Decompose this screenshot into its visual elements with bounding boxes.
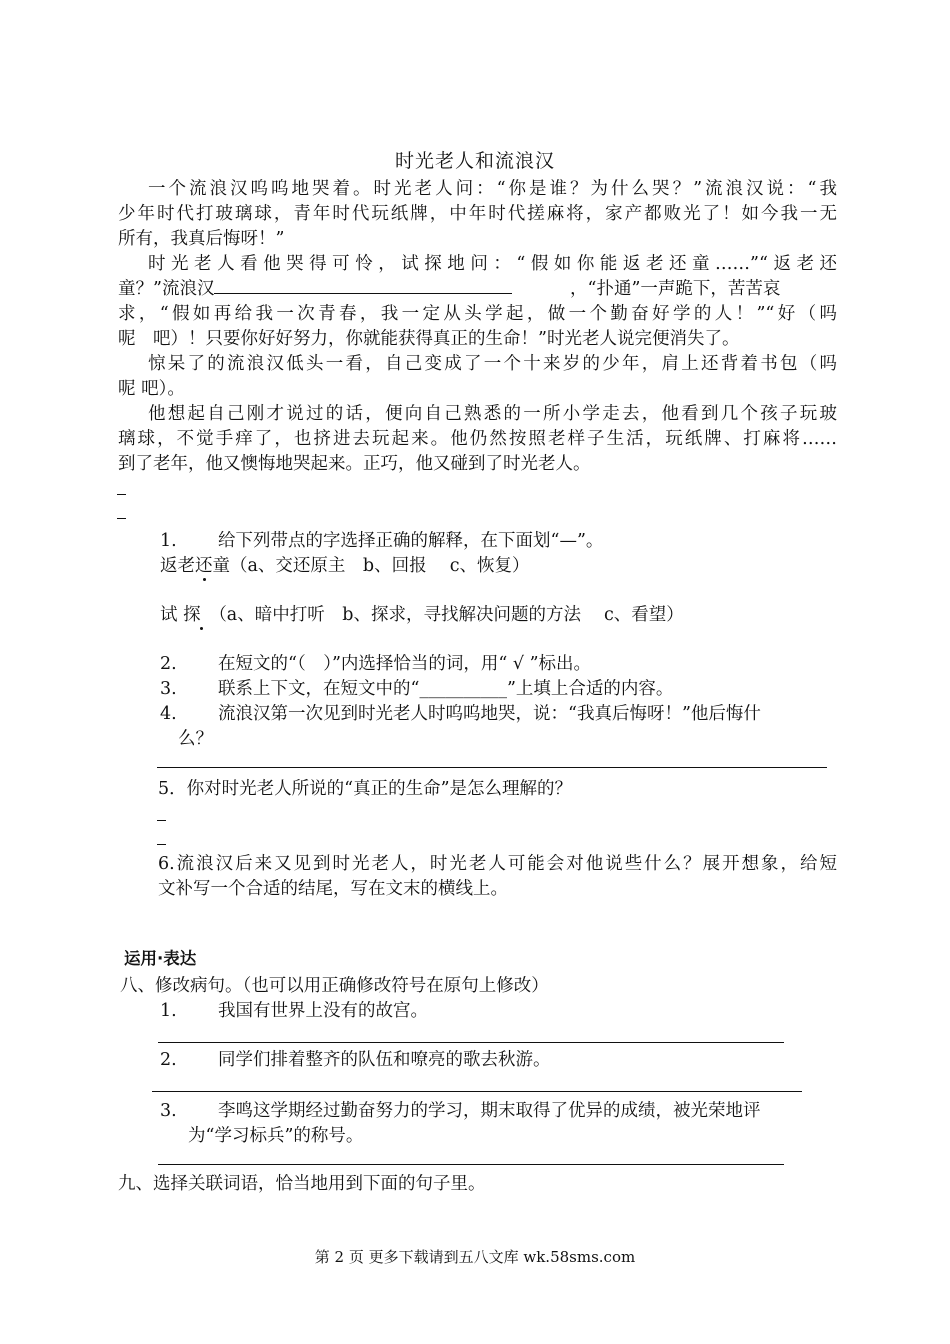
story-p2-line2-end: ，“扑通”一声跪下，苦苦哀 — [570, 279, 781, 299]
story-p1-line3: 所有，我真后悔呀！” — [118, 229, 285, 249]
answer-line[interactable] — [152, 1091, 802, 1092]
item-number: 2. — [160, 1050, 177, 1070]
story-p2-line3: 求，“假如再给我一次青春，我一定从头学起，做一个勤奋好学的人！”“好（吗 — [118, 304, 837, 324]
question-1-text: 给下列带点的字选择正确的解释，在下面划“—”。 — [218, 531, 604, 551]
answer-line[interactable] — [157, 844, 166, 845]
item-text: 同学们排着整齐的队伍和嘹亮的歌去秋游。 — [218, 1050, 551, 1070]
question-number: 3. — [160, 679, 177, 699]
story-p1-line2: 少年时代打玻璃球，青年时代玩纸牌，中年时代搓麻将，家产都败光了！如今我一无 — [118, 204, 837, 224]
story-p4-line1: 他想起自己刚才说过的话，便向自己熟悉的一所小学走去，他看到几个孩子玩玻 — [148, 404, 837, 424]
story-p2-line1: 时光老人看他哭得可怜，试探地问：“假如你能返老还童……”“返老还 — [148, 254, 837, 274]
answer-line[interactable] — [157, 767, 827, 768]
story-p2-line2 — [118, 275, 512, 300]
item-number: 1. — [160, 1001, 177, 1021]
question-2 — [160, 650, 591, 675]
question-number: 1. — [160, 531, 177, 551]
story-title: 时光老人和流浪汉 — [394, 150, 555, 172]
item-text: 我国有世界上没有的故宫。 — [218, 1001, 428, 1021]
answer-blank-line[interactable] — [214, 275, 512, 294]
answer-line[interactable] — [158, 1164, 784, 1165]
story-p4-line2: 璃球，不觉手痒了，也挤进去玩起来。他仍然按照老样子生活，玩纸牌、打麻将…… — [118, 429, 837, 449]
item-text: 李鸣这学期经过勤奋努力的学习，期末取得了优异的成绩，被光荣地评 — [218, 1101, 761, 1121]
section-8-item-3-cont: 为“学习标兵”的称号。 — [188, 1126, 364, 1146]
story-p2-line4: 呢 吧）！只要你好好努力，你就能获得真正的生命！”时光老人说完便消失了。 — [118, 329, 740, 349]
story-p3-line2: 呢 吧）。 — [118, 379, 185, 399]
question-3 — [160, 675, 673, 700]
section-8-item-2 — [160, 1046, 551, 1071]
story-p3-line1: 惊呆了的流浪汉低头一看，自己变成了一个十来岁的少年，肩上还背着书包（吗 — [148, 354, 837, 374]
section-heading: 运用·表达 — [124, 949, 197, 968]
section-9-title: 九、选择关联词语，恰当地用到下面的句子里。 — [118, 1174, 486, 1194]
question-1-option-a: 返老还童（a、交还原主 b、回报 c、恢复） — [160, 556, 530, 576]
answer-line[interactable] — [157, 820, 166, 821]
emphasis-dot — [203, 578, 206, 581]
question-2-text: 在短文的“（ ）”内选择恰当的词，用“ √ ”标出。 — [218, 654, 592, 674]
question-5: 5．你对时光老人所说的“真正的生命”是怎么理解的？ — [158, 779, 573, 799]
question-1 — [160, 527, 603, 552]
story-p4-line3: 到了老年，他又懊悔地哭起来。正巧，他又碰到了时光老人。 — [118, 454, 591, 474]
question-4-text-cont: 么？ — [178, 729, 213, 749]
question-number: 4. — [160, 704, 177, 724]
item-number: 3. — [160, 1101, 177, 1121]
question-3-text: 联系上下文，在短文中的“__________”上填上合适的内容。 — [218, 679, 674, 699]
question-4-text: 流浪汉第一次见到时光老人时呜呜地哭，说：“我真后悔呀！”他后悔什 — [218, 704, 761, 724]
story-p1-line1: 一个流浪汉呜呜地哭着。时光老人问：“你是谁？为什么哭？”流浪汉说：“我 — [148, 179, 837, 199]
section-8-item-1 — [160, 997, 428, 1022]
ending-answer-line[interactable] — [117, 518, 126, 519]
question-1-option-b: 试 探 （a、暗中打听 b、探求，寻找解决问题的方法 c、看望） — [160, 605, 684, 625]
question-6-line1: 6.流浪汉后来又见到时光老人，时光老人可能会对他说些什么？展开想象，给短 — [158, 854, 837, 874]
question-number: 2. — [160, 654, 177, 674]
question-6-line2: 文补写一个合适的结尾，写在文末的横线上。 — [158, 879, 508, 899]
section-8-title: 八、修改病句。（也可以用正确修改符号在原句上修改） — [120, 976, 549, 996]
story-p2-line2-start: 童？”流浪汉 — [118, 279, 215, 299]
ending-answer-line[interactable] — [117, 494, 126, 495]
section-8-item-3 — [160, 1097, 761, 1122]
emphasis-dot — [200, 627, 203, 630]
question-4 — [160, 700, 761, 725]
page-footer: 第 2 页 更多下载请到五八文库 wk.58sms.com — [314, 1248, 636, 1266]
answer-line[interactable] — [158, 1042, 784, 1043]
